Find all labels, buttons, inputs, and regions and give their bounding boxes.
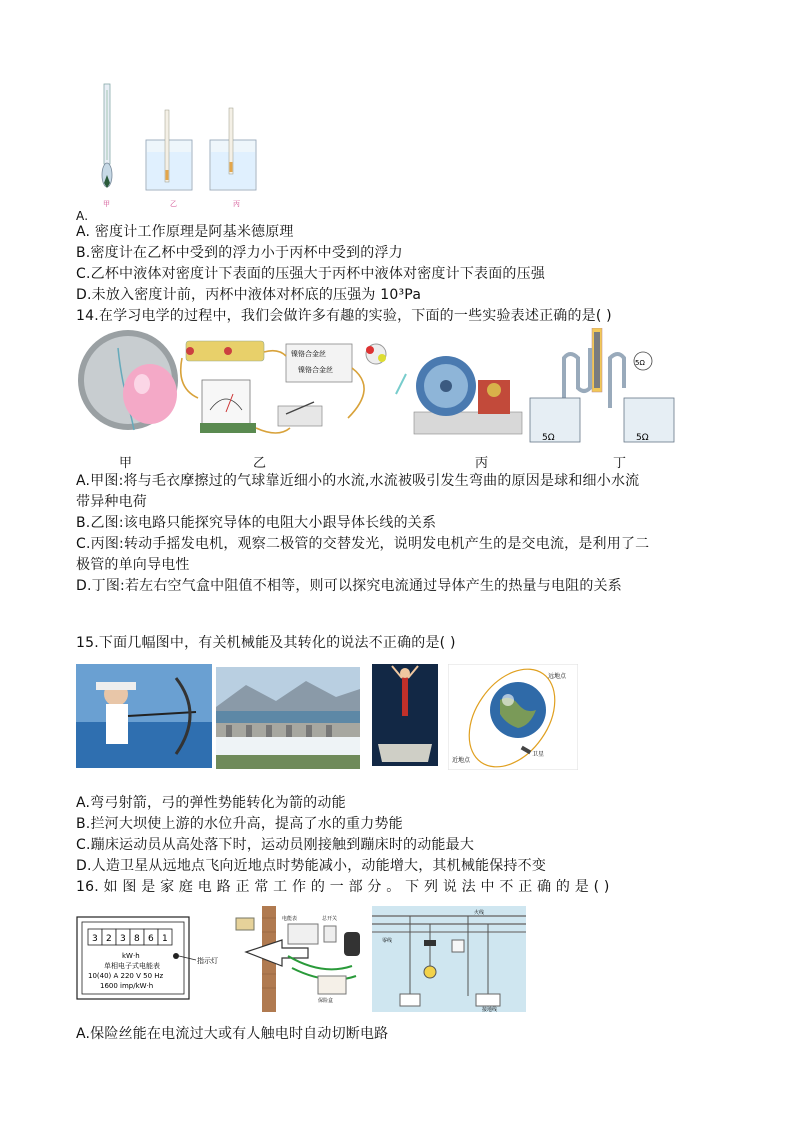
figure-label-bing: 丙	[233, 200, 240, 208]
q13-option-marker: A.	[76, 209, 89, 223]
q14-option-d: D.丁图:若左右空气盒中阻值不相等，则可以探究电流通过导体产生的热量与电阻的关系	[76, 578, 622, 594]
board-label-1: 镍铬合金丝	[291, 350, 326, 358]
q14-figure	[78, 328, 684, 448]
meter-digit-4: 8	[134, 934, 140, 944]
meter-spec: 10(40) A 220 V 50 Hz	[88, 972, 164, 980]
q14-option-c-line2: 极管的单向导电性	[76, 557, 190, 573]
balloon-water-image	[78, 330, 178, 430]
resistor-label-left: 5Ω	[542, 433, 555, 443]
archery-photo	[76, 664, 212, 768]
q15-option-d: D.人造卫星从远地点飞向近地点时势能减小，动能增大，其机械能保持不变	[76, 858, 547, 874]
q13-option-d: D.未放入密度计前，丙杯中液体对杯底的压强为 10³Pa	[76, 287, 422, 303]
indicator-label: 指示灯	[197, 957, 218, 965]
q13-figure	[92, 80, 262, 210]
wiring-label-switch: 总开关	[322, 916, 338, 922]
dam-photo	[216, 667, 360, 769]
board-label-2: 镍铬合金丝	[298, 366, 333, 374]
q14-label-jia: 甲	[119, 456, 133, 471]
q14-label-bing: 丙	[475, 456, 489, 471]
joule-heating-image	[530, 328, 674, 443]
q14-stem: 14.在学习电学的过程中，我们会做许多有趣的实验，下面的一些实验表述正确的是( )	[76, 308, 612, 324]
meter-digit-6: 1	[162, 934, 168, 944]
trampoline-photo	[372, 664, 438, 766]
resistor-label-top: 5Ω	[635, 359, 645, 367]
hydrometer-image	[102, 84, 112, 188]
q14-label-ding: 丁	[613, 456, 627, 471]
q16-option-a: A.保险丝能在电流过大或有人触电时自动切断电路	[76, 1026, 389, 1042]
q15-option-b: B.拦河大坝使上游的水位升高，提高了水的重力势能	[76, 816, 403, 832]
orbit-label-perigee: 近地点	[452, 757, 471, 764]
meter-digit-1: 3	[92, 934, 98, 944]
satellite-orbit-figure	[448, 664, 578, 770]
hand-generator-image	[366, 344, 522, 434]
q14-option-c-line1: C.丙图:转动手摇发电机，观察二极管的交替发光，说明发电机产生的是交电流，是利用了二	[76, 536, 650, 552]
orbit-label-satellite: 卫星	[532, 751, 545, 758]
q16-stem: 16. 如 图 是 家 庭 电 路 正 常 工 作 的 一 部 分 。 下 列 说 法 中 不 正 确 的 是 ( )	[76, 879, 610, 895]
q15-option-c: C.蹦床运动员从高处落下时，运动员刚接触到蹦床时的动能最大	[76, 837, 475, 853]
q14-option-b: B.乙图:该电路只能探究导体的电阻大小跟导体长线的关系	[76, 515, 437, 531]
house-wiring-figure	[232, 906, 370, 1012]
meter-name: 单相电子式电能表	[104, 962, 160, 970]
indicator-lamp-icon	[173, 953, 179, 959]
home-circuit-figure	[372, 906, 526, 1012]
meter-digit-2: 2	[106, 934, 112, 944]
meter-digit-5: 6	[148, 934, 154, 944]
circuit-label-neutral: 零线	[382, 938, 393, 944]
resistance-circuit-image	[181, 341, 364, 433]
meter-unit: kW·h	[122, 952, 140, 960]
q13-option-a: A. 密度计工作原理是阿基米德原理	[76, 224, 294, 240]
electric-meter-figure	[76, 916, 240, 1000]
resistor-label-right: 5Ω	[636, 433, 649, 443]
q15-option-a: A.弯弓射箭，弓的弹性势能转化为箭的动能	[76, 795, 346, 811]
q14-option-a-line2: 带异种电荷	[76, 494, 147, 510]
meter-digit-3: 3	[120, 934, 126, 944]
wiring-label-fusebox: 保险盒	[318, 998, 334, 1004]
circuit-label-live: 火线	[474, 910, 485, 916]
q14-option-a-line1: A.甲图:将与毛衣摩擦过的气球靠近细小的水流,水流被吸引发生弯曲的原因是球和细小水流	[76, 473, 640, 489]
q15-stem: 15.下面几幅图中，有关机械能及其转化的说法不正确的是( )	[76, 635, 456, 651]
figure-label-yi: 乙	[170, 200, 177, 208]
orbit-label-apogee: 远地点	[548, 673, 567, 680]
beaker-bing-image	[210, 108, 256, 190]
q13-option-b: B.密度计在乙杯中受到的浮力小于丙杯中受到的浮力	[76, 245, 403, 261]
figure-label-jia: 甲	[103, 200, 110, 208]
wiring-label-meter: 电能表	[282, 916, 298, 922]
q13-option-c: C.乙杯中液体对密度计下表面的压强大于丙杯中液体对密度计下表面的压强	[76, 266, 546, 282]
circuit-label-ground: 接地线	[482, 1007, 498, 1012]
q14-label-yi: 乙	[253, 456, 267, 471]
beaker-yi-image	[146, 110, 192, 190]
meter-rate: 1600 imp/kW·h	[100, 982, 154, 990]
